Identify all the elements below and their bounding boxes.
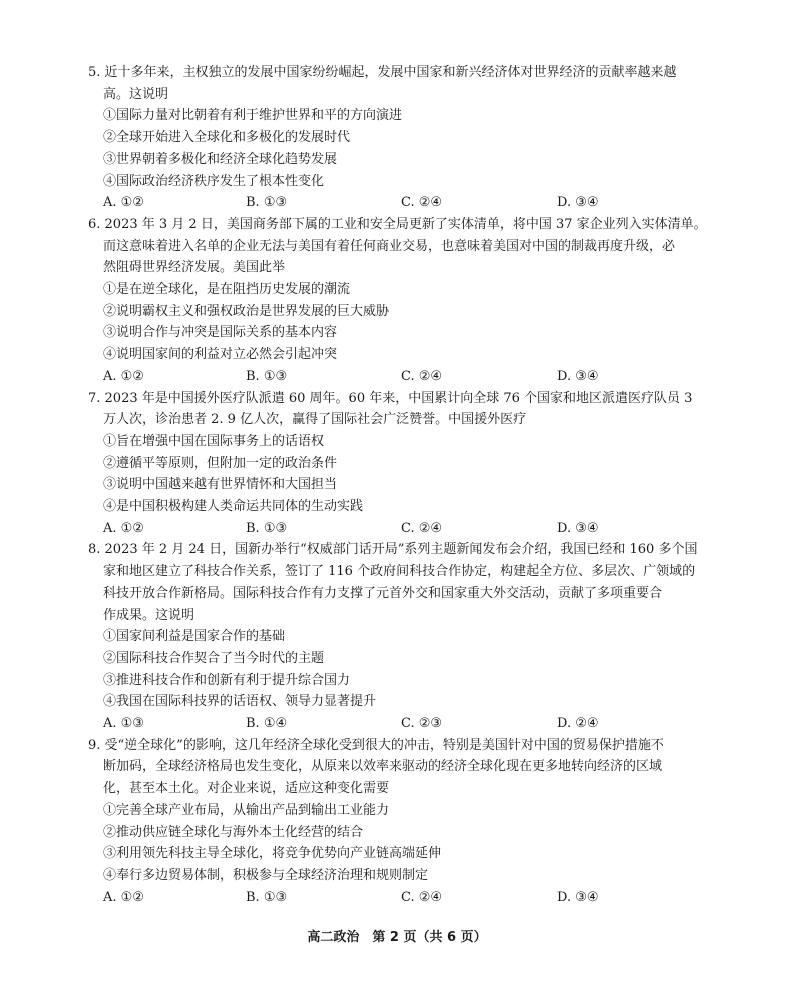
- question-stem-line: 然阻碍世界经济发展。美国此举: [103, 260, 286, 276]
- choice-c: C. ②④: [401, 520, 443, 536]
- answer-statement: ④是中国积极构建人类命运共同体的生动实践: [103, 499, 364, 515]
- answer-statement: ③说明中国越来越有世界情怀和大国担当: [103, 477, 338, 493]
- answer-statement: ②国际科技合作契合了当今时代的主题: [103, 650, 325, 666]
- question-stem-line: 高。这说明: [103, 86, 169, 102]
- question-stem-line: 而这意味着进入名单的企业无法与美国有着任何商业交易，也意味着美国对中国的制裁再度升级，必: [103, 238, 676, 254]
- question-stem-line: 6. 2023 年 3 月 2 日，美国商务部下属的工业和安全局更新了实体清单，将中国 37 家企业列入实体清单。: [88, 216, 707, 232]
- answer-statement: ②全球开始进入全球化和多极化的发展时代: [103, 130, 351, 146]
- question-stem-line: 断加码，全球经济格局也发生变化，从原来以效率来驱动的经济全球化现在更多地转向经济的区域: [103, 759, 663, 775]
- answer-statement: ③说明合作与冲突是国际关系的基本内容: [103, 325, 338, 341]
- answer-choices: [88, 713, 728, 735]
- choice-a: A. ①②: [103, 889, 144, 905]
- question-stem-line: 9. 受“逆全球化”的影响，这几年经济全球化受到很大的冲击，特别是美国针对中国的贸易保护措施不: [88, 737, 664, 753]
- question-stem-line: 科技开放合作新格局。国际科技合作有力支撑了元首外交和国家重大外交活动，贡献了多项重要合: [103, 585, 663, 601]
- page-footer: 高二政治 第 2 页（共 6 页）: [307, 930, 487, 945]
- question-stem-line: 7. 2023 年是中国援外医疗队派遣 60 周年。60 年来，中国累计向全球 76 个国家和地区派遣医疗队员 3: [88, 390, 693, 406]
- choice-d: D. ③④: [557, 520, 599, 536]
- choice-b: B. ①③: [246, 195, 288, 211]
- answer-choices: [88, 366, 728, 388]
- answer-choices: [88, 192, 728, 214]
- choice-b: B. ①③: [246, 889, 288, 905]
- choice-d: D. ③④: [557, 889, 599, 905]
- question-stem-line: 家和地区建立了科技合作关系，签订了 116 个政府间科技合作协定，构建起全方位、多层次、广领域的: [103, 564, 696, 580]
- choice-c: C. ②④: [401, 368, 443, 384]
- choice-a: A. ①②: [103, 195, 144, 211]
- answer-statement: ④国际政治经济秩序发生了根本性变化: [103, 173, 325, 189]
- question-8: [88, 539, 728, 734]
- answer-statement: ②遵循平等原则，但附加一定的政治条件: [103, 455, 338, 471]
- answer-statement: ④我国在国际科技界的话语权、领导力显著提升: [103, 694, 377, 710]
- answer-statement: ①国家间利益是国家合作的基础: [103, 629, 286, 645]
- answer-statement: ②说明霸权主义和强权政治是世界发展的巨大威胁: [103, 303, 390, 319]
- choice-b: B. ①③: [246, 520, 288, 536]
- question-stem-line: 5. 近十多年来，主权独立的发展中国家纷纷崛起，发展中国家和新兴经济体对世界经济的贡献率越来越: [88, 65, 677, 80]
- choice-c: C. ②③: [401, 716, 443, 732]
- choice-d: D. ②④: [557, 716, 599, 732]
- choice-d: D. ③④: [557, 195, 599, 211]
- answer-statement: ④奉行多边贸易体制，积极参与全球经济治理和规则制定: [103, 867, 429, 883]
- question-list: [88, 62, 728, 908]
- choice-b: B. ①④: [246, 716, 288, 732]
- choice-c: C. ②④: [401, 195, 443, 211]
- question-5: [88, 62, 728, 214]
- choice-d: D. ③④: [557, 368, 599, 384]
- answer-statement: ①旨在增强中国在国际事务上的话语权: [103, 433, 325, 449]
- answer-choices: [88, 887, 728, 909]
- answer-statement: ④说明国家间的利益对立必然会引起冲突: [103, 347, 338, 363]
- choice-a: A. ①③: [103, 716, 144, 732]
- question-6: [88, 214, 728, 388]
- question-stem-line: 8. 2023 年 2 月 24 日，国新办举行“权威部门话开局”系列主题新闻发布会介绍，我国已经和 160 多个国: [88, 542, 698, 558]
- answer-statement: ①完善全球产业布局，从输出产品到输出工业能力: [103, 802, 390, 818]
- answer-choices: [88, 518, 728, 540]
- question-9: [88, 735, 728, 909]
- answer-statement: ①国际力量对比朝着有利于维护世界和平的方向演进: [103, 108, 403, 124]
- question-stem-line: 万人次，诊治患者 2. 9 亿人次，赢得了国际社会广泛赞誉。中国援外医疗: [103, 412, 527, 428]
- question-stem-line: 化，甚至本土化。对企业来说，适应这种变化需要: [103, 781, 390, 797]
- choice-b: B. ①③: [246, 368, 288, 384]
- choice-a: A. ①②: [103, 520, 144, 536]
- answer-statement: ①是在逆全球化，是在阻挡历史发展的潮流: [103, 282, 351, 298]
- choice-c: C. ②④: [401, 889, 443, 905]
- question-7: [88, 388, 728, 540]
- choice-a: A. ①②: [103, 368, 144, 384]
- answer-statement: ③推进科技合作和创新有利于提升综合国力: [103, 672, 351, 688]
- answer-statement: ③利用领先科技主导全球化，将竞争优势向产业链高端延伸: [103, 846, 442, 862]
- answer-statement: ③世界朝着多极化和经济全球化趋势发展: [103, 151, 338, 167]
- answer-statement: ②推动供应链全球化与海外本土化经营的结合: [103, 824, 364, 840]
- question-stem-line: 作成果。这说明: [103, 607, 195, 623]
